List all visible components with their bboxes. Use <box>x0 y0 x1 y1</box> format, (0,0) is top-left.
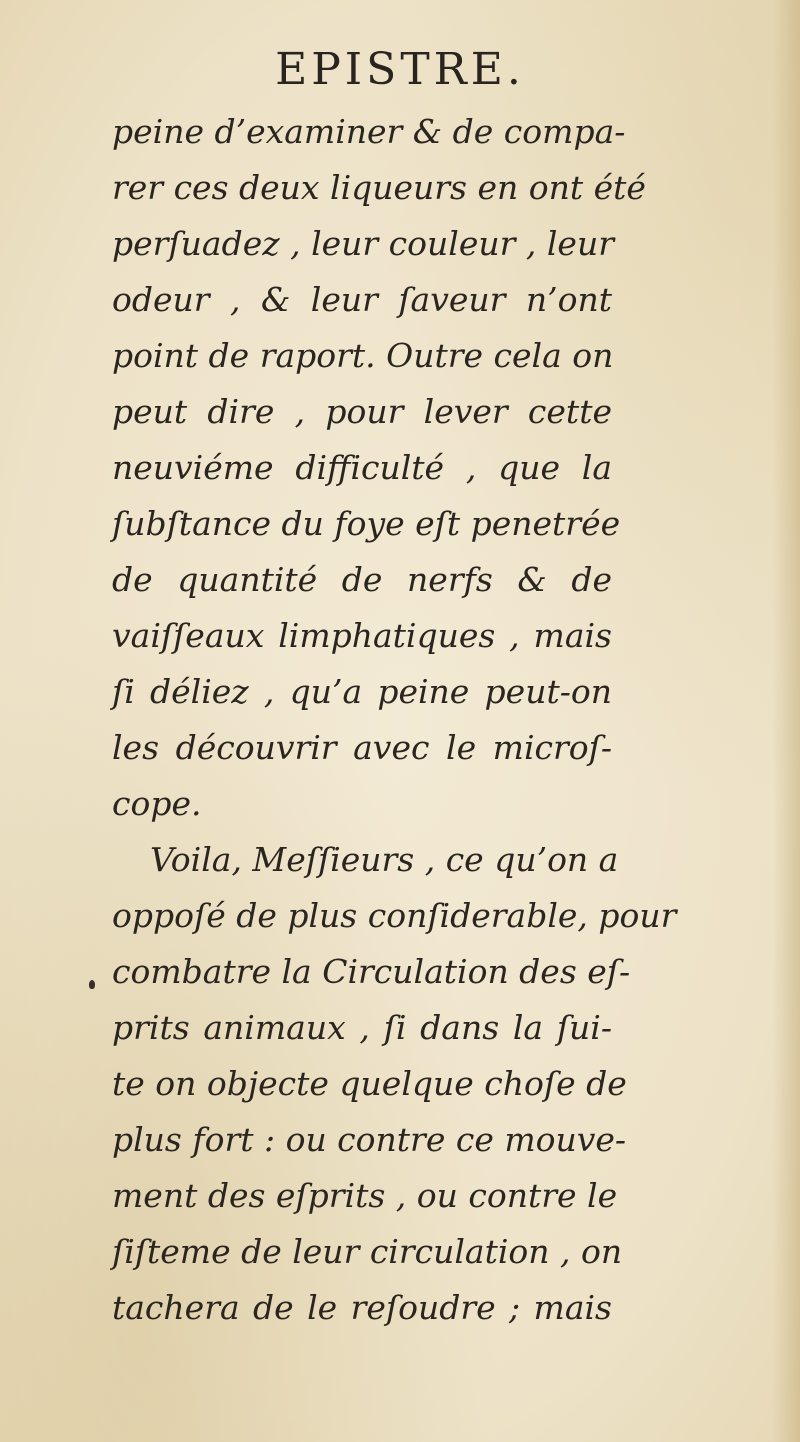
paragraph-end-line: cope. <box>112 784 202 823</box>
text-line: point de raport. Outre cela on <box>112 336 614 375</box>
text-line: odeur , & leur ſaveur n’ont <box>112 280 612 319</box>
text-line: ment des eſprits , ou contre le <box>112 1176 618 1215</box>
text-line: ſiſteme de leur circulation , on <box>112 1232 623 1271</box>
text-line: ſubſtance du foye eſt penetrée <box>112 504 621 543</box>
text-line: de quantité de nerfs & de <box>112 560 612 599</box>
text-line: combatre la Circulation des eſ- <box>112 952 631 991</box>
text-line: te on objecte quelque choſe de <box>112 1064 627 1103</box>
text-line: peine d’examiner & de compa- <box>112 112 626 151</box>
text-line: ſi déliez , qu’a peine peut-on <box>112 672 612 711</box>
text-line: peut dire , pour lever cette <box>112 392 612 431</box>
text-line: les découvrir avec le microſ- <box>112 728 612 767</box>
text-line: plus fort : ou contre ce mouve- <box>112 1120 627 1159</box>
text-line: rer ces deux liqueurs en ont été <box>112 168 646 207</box>
text-line: perſuadez , leur couleur , leur <box>112 224 614 263</box>
running-header: EPISTRE. <box>275 44 525 95</box>
paragraph-first-line: Voila, Meſſieurs , ce qu’on a <box>150 840 619 879</box>
text-line: neuviéme difficulté , que la <box>112 448 612 487</box>
text-line: tachera de le reſoudre ; mais <box>112 1288 612 1327</box>
body-text <box>112 104 677 1336</box>
text-line: prits animaux , ſi dans la ſui- <box>112 1008 612 1047</box>
ink-speck <box>89 980 95 989</box>
text-line: oppoſé de plus conſiderable, pour <box>112 896 677 935</box>
page-edge-shadow <box>772 0 800 1442</box>
text-line: vaiſſeaux limphatiques , mais <box>112 616 612 655</box>
